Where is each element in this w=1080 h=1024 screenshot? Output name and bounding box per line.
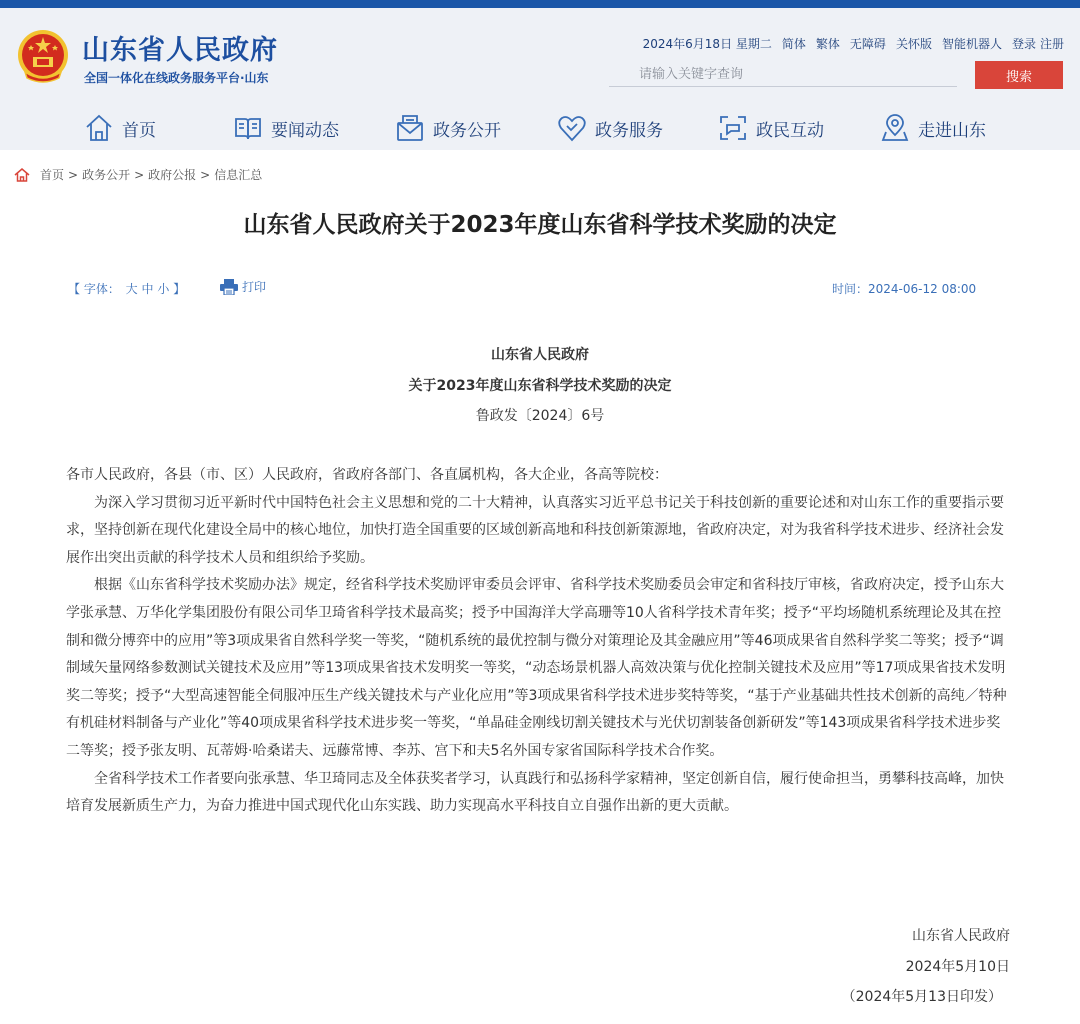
nav-item-home[interactable] bbox=[84, 108, 156, 148]
heart-icon bbox=[557, 113, 587, 143]
doc-issuing-org: 山东省人民政府 bbox=[491, 347, 589, 363]
font-size-small[interactable]: 小 bbox=[157, 282, 170, 296]
utility-link-register[interactable]: 注册 bbox=[1039, 37, 1064, 51]
site-title[interactable]: 山东省人民政府 bbox=[82, 35, 278, 66]
signature-date: 2024年5月10日 bbox=[905, 959, 1010, 975]
book-icon bbox=[233, 113, 263, 143]
print-button[interactable] bbox=[220, 278, 266, 295]
utility-link-robot[interactable]: 智能机器人 bbox=[941, 37, 1002, 51]
breadcrumb-separator: > bbox=[200, 167, 211, 182]
breadcrumb-separator: > bbox=[68, 167, 79, 182]
print-date: （2024年5月13日印发） bbox=[841, 989, 1002, 1005]
doc-subject: 关于2023年度山东省科学技术奖励的决定 bbox=[408, 378, 672, 394]
nav-item-label: 政务服务 bbox=[595, 120, 663, 141]
utility-link-care-mode[interactable]: 关怀版 bbox=[895, 37, 932, 51]
nav-item-services[interactable] bbox=[557, 108, 663, 148]
nav-item-about[interactable] bbox=[880, 108, 986, 148]
utility-link-simplified[interactable]: 简体 bbox=[781, 37, 806, 51]
breadcrumb-open-gov[interactable]: 政务公开 bbox=[82, 168, 131, 182]
time-value: 2024-06-12 08:00 bbox=[868, 282, 977, 296]
breadcrumb-gazette[interactable]: 政府公报 bbox=[148, 168, 197, 182]
nav-item-label: 政务公开 bbox=[433, 120, 501, 141]
page-title: 山东省人民政府关于2023年度山东省科学技术奖励的决定 bbox=[243, 212, 837, 238]
nav-item-label: 首页 bbox=[122, 120, 156, 141]
utility-link-login[interactable]: 登录 bbox=[1011, 37, 1036, 51]
map-pin-icon bbox=[880, 113, 910, 143]
font-size-label: 【 字体： bbox=[68, 282, 120, 296]
signature-org: 山东省人民政府 bbox=[912, 928, 1010, 944]
nav-item-label: 政民互动 bbox=[756, 120, 824, 141]
national-emblem-icon[interactable] bbox=[15, 28, 71, 86]
utility-link-traditional[interactable]: 繁体 bbox=[815, 37, 840, 51]
font-size-control bbox=[68, 280, 185, 297]
breadcrumb-summary[interactable]: 信息汇总 bbox=[214, 168, 263, 182]
nav-item-label: 走进山东 bbox=[918, 120, 986, 141]
home-icon bbox=[84, 113, 114, 143]
top-accent-bar bbox=[0, 0, 1080, 8]
salutation: 各市人民政府，各县（市、区）人民政府，省政府各部门、各直属机构，各大企业，各高等院校： bbox=[66, 467, 668, 483]
breadcrumb-home[interactable]: 首页 bbox=[40, 168, 65, 182]
print-label: 打印 bbox=[242, 280, 267, 294]
search-input[interactable] bbox=[609, 62, 957, 87]
breadcrumb bbox=[14, 166, 262, 183]
font-size-medium[interactable]: 中 bbox=[141, 282, 154, 296]
printer-icon bbox=[220, 279, 238, 295]
utility-bar bbox=[643, 35, 1064, 52]
time-label: 时间： bbox=[832, 282, 869, 296]
current-date: 2024年6月18日 星期二 bbox=[642, 37, 772, 51]
site-subtitle[interactable]: 全国一体化在线政务服务平台·山东 bbox=[84, 71, 269, 85]
article-body bbox=[66, 462, 1012, 821]
font-size-close: 】 bbox=[173, 282, 186, 296]
paragraph: 全省科学技术工作者要向张承慧、华卫琦同志及全体获奖者学习，认真践行和弘扬科学家精神，坚定创新自信，履行使命担当，勇攀科技高峰，加快培育发展新质生产力，为奋力推进中国式现代化山东实践、助力实现高水平科技自立自强作出新的更大贡献。 bbox=[66, 770, 1004, 815]
doc-number: 鲁政发〔2024〕6号 bbox=[475, 408, 605, 424]
breadcrumb-separator: > bbox=[134, 167, 145, 182]
nav-item-label: 要闻动态 bbox=[271, 120, 339, 141]
paragraph: 根据《山东省科学技术奖励办法》规定，经省科学技术奖励评审委员会评审、省科学技术奖励委员会审定和省科技厅审核，省政府决定，授予山东大学张承慧、万华化学集团股份有限公司华卫琦省科学技术最高奖；授予中国海洋大学高珊等10人省科学技术青年奖；授予“平均场随机系统理论及其在控制和微分博弈中的应用”等3项成果省自然科学奖一等奖，“随机系统的最优控制与微分对策理论及其金融应用”等46项成果省自然科学奖二等奖；授予“调制域矢量网络参数测试关键技术及应用”等13项成果省技术发明奖一等奖，“动态场景机器人高效决策与优化控制关键技术及应用”等17项成果省技术发明奖二等奖；授予“大型高速智能全伺服冲压生产线关键技术与产业化应用”等3项成果省科学技术进步奖特等奖，“基于产业基础共性技术创新的高纯／特种有机硅材料制备与产业化”等40项成果省科学技术进步奖一等奖，“单晶硅金刚线切割关键技术与光伏切割装备创新研发”等143项成果省科学技术进步奖二等奖；授予张友明、瓦蒂姆·哈桑诺夫、远藤常博、李苏、宫下和夫5名外国专家省国际科学技术合作奖。 bbox=[66, 577, 1007, 759]
breadcrumb-home-icon[interactable] bbox=[14, 167, 30, 183]
envelope-icon bbox=[395, 113, 425, 143]
nav-item-open-gov[interactable] bbox=[395, 108, 501, 148]
nav-item-news[interactable] bbox=[233, 108, 339, 148]
main-nav bbox=[0, 108, 1080, 148]
paragraph: 为深入学习贯彻习近平新时代中国特色社会主义思想和党的二十大精神，认真落实习近平总书记关于科技创新的重要论述和对山东工作的重要指示要求，坚持创新在现代化建设全局中的核心地位，加快打造全国重要的区域创新高地和科技创新策源地，省政府决定，对为我省科学技术进步、经济社会发展作出突出贡献的科学技术人员和组织给予奖励。 bbox=[66, 494, 1004, 566]
utility-link-accessibility[interactable]: 无障碍 bbox=[849, 37, 886, 51]
chat-icon bbox=[718, 113, 748, 143]
font-size-large[interactable]: 大 bbox=[125, 282, 138, 296]
search-button[interactable]: 搜索 bbox=[975, 61, 1063, 89]
site-header bbox=[0, 8, 1080, 150]
publish-time bbox=[832, 280, 976, 297]
nav-item-interaction[interactable] bbox=[718, 108, 824, 148]
